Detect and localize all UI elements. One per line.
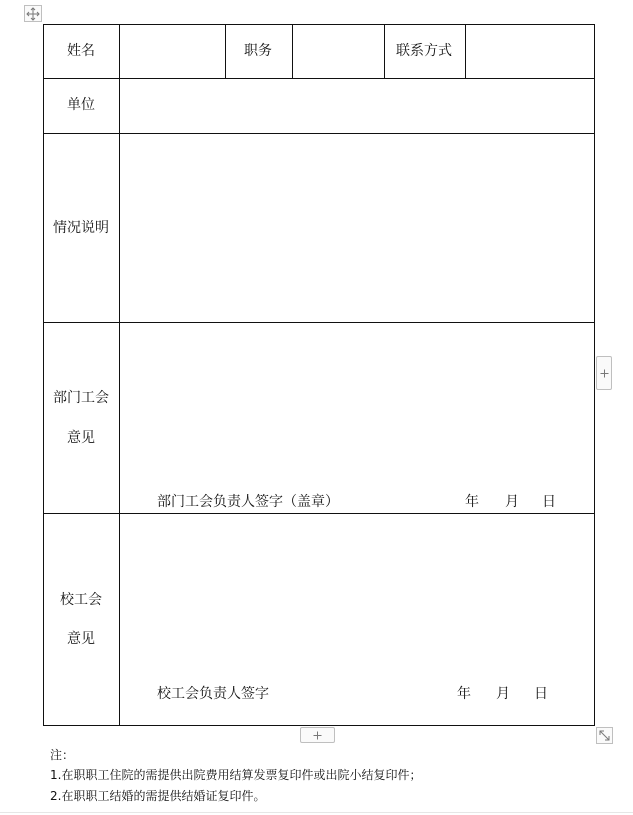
table-border-left bbox=[43, 24, 44, 726]
school-day-label: 日 bbox=[534, 686, 548, 702]
dept-month-label: 月 bbox=[505, 494, 519, 510]
page-bottom-divider bbox=[0, 812, 633, 813]
plus-icon bbox=[313, 731, 322, 740]
note-line-2: 2.在职职工结婚的需提供结婚证复印件。 bbox=[50, 789, 266, 803]
contact-label: 联系方式 bbox=[396, 43, 452, 59]
column-divider bbox=[225, 24, 226, 79]
dept-union-label-line1: 部门工会 bbox=[53, 390, 109, 406]
school-month-label: 月 bbox=[496, 686, 510, 702]
dept-year-label: 年 bbox=[465, 494, 479, 510]
dept-union-opinion-cell[interactable] bbox=[120, 323, 594, 513]
dept-signature-label: 部门工会负责人签字（盖章） bbox=[157, 494, 339, 510]
plus-icon bbox=[600, 369, 609, 378]
school-union-label-line2: 意见 bbox=[67, 631, 95, 647]
name-input-cell[interactable] bbox=[120, 25, 225, 78]
school-union-label-line1: 校工会 bbox=[60, 592, 102, 608]
add-row-button[interactable] bbox=[300, 727, 335, 743]
resize-icon bbox=[598, 729, 611, 742]
situation-label: 情况说明 bbox=[53, 220, 109, 236]
contact-input-cell[interactable] bbox=[466, 25, 594, 78]
position-label: 职务 bbox=[244, 43, 272, 59]
column-divider bbox=[384, 24, 385, 79]
table-border-bottom bbox=[43, 725, 595, 726]
position-input-cell[interactable] bbox=[293, 25, 384, 78]
add-column-button[interactable] bbox=[596, 356, 612, 390]
table-resize-handle[interactable] bbox=[596, 727, 613, 744]
dept-union-label-line2: 意见 bbox=[67, 430, 95, 446]
table-border-right bbox=[594, 24, 595, 726]
name-label: 姓名 bbox=[67, 43, 95, 59]
note-line-1: 1.在职职工住院的需提供出院费用结算发票复印件或出院小结复印件； bbox=[50, 768, 422, 782]
situation-input-cell[interactable] bbox=[120, 134, 594, 322]
notes-title: 注： bbox=[50, 748, 75, 762]
unit-input-cell[interactable] bbox=[120, 79, 594, 133]
move-icon bbox=[26, 7, 40, 21]
school-signature-label: 校工会负责人签字 bbox=[157, 686, 269, 702]
unit-label: 单位 bbox=[67, 97, 95, 113]
table-move-handle[interactable] bbox=[24, 5, 42, 22]
dept-day-label: 日 bbox=[542, 494, 556, 510]
school-year-label: 年 bbox=[457, 686, 471, 702]
